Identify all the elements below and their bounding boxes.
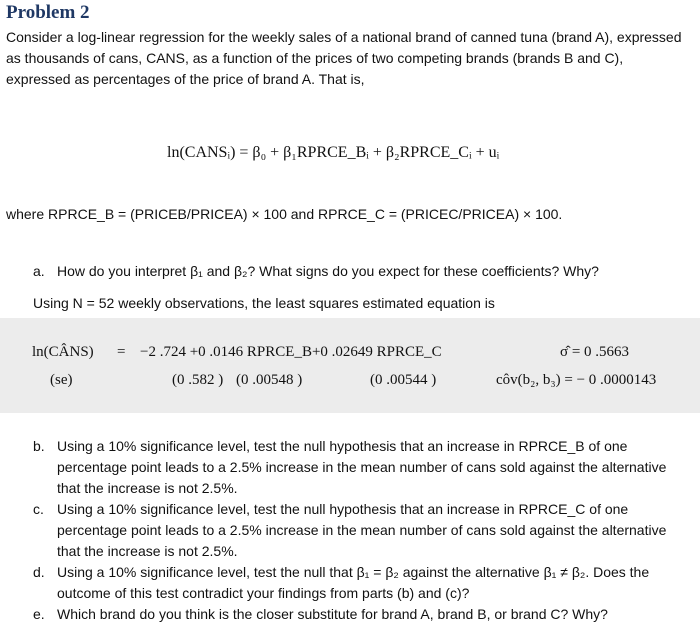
- part-a-label: a.: [33, 263, 45, 279]
- part-d-text: Using a 10% significance level, test the null that β₁ = β₂ against the alternative β₁ ≠ β₂. Does the outcome of this test contradict your findings from parts (b) and (c)?: [57, 564, 650, 601]
- part-a-text: How do you interpret β₁ and β₂? What signs do you expect for these coefficients? Why?: [57, 263, 599, 279]
- sigma-hat: σ̂ = 0 .5663: [560, 344, 630, 360]
- part-b-label: b.: [33, 438, 45, 454]
- part-c-label: c.: [33, 501, 44, 517]
- question-list: [33, 436, 683, 625]
- part-e: [33, 604, 683, 625]
- part-d-label: d.: [33, 564, 45, 580]
- part-c: [33, 499, 683, 562]
- covariance: côv(b₂, b₃) = − 0 .0000143: [496, 372, 657, 388]
- part-b: [33, 436, 683, 499]
- variable-definitions: where RPRCE_B = (PRICEB/PRICEA) × 100 and RPRCE_C = (PRICEC/PRICEA) × 100.: [6, 206, 563, 222]
- estimated-lhs: ln(CÂNS): [32, 344, 94, 360]
- estimated-equals: =: [117, 344, 126, 360]
- estimated-equation-box: [0, 318, 700, 413]
- se-label: (se): [50, 372, 73, 388]
- se-intercept: (0 .582 ): [172, 372, 224, 388]
- se-rprce-b: (0 .00548 ): [236, 372, 303, 388]
- se-rprce-c: (0 .00544 ): [370, 372, 437, 388]
- part-d: [33, 562, 683, 604]
- problem-title: Problem 2: [6, 2, 90, 23]
- part-b-text: Using a 10% significance level, test the null hypothesis that an increase in RPRCE_B of one percentage point leads to a 2.5% increase in the mean number of cans sold against the alternative that the increase is not 2.5%.: [57, 438, 667, 496]
- estimation-intro: Using N = 52 weekly observations, the least squares estimated equation is: [33, 295, 495, 311]
- part-e-label: e.: [33, 606, 45, 622]
- model-equation: ln(CANSᵢ) = β₀ + β₁RPRCE_Bᵢ + β₂RPRCE_Cᵢ + uᵢ: [167, 144, 500, 161]
- part-e-text: Which brand do you think is the closer substitute for brand A, brand B, or brand C? Why?: [57, 606, 608, 622]
- part-a: [33, 263, 599, 279]
- intro-paragraph: Consider a log-linear regression for the weekly sales of a national brand of canned tuna (brand A), expressed as thousands of cans, CANS, as a function of the prices of two competing brands (brands B and C), expressed as percentages of the price of brand A. That is,: [6, 29, 682, 87]
- estimated-rhs: −2 .724 +0 .0146 RPRCE_B+0 .02649 RPRCE_C: [140, 344, 442, 360]
- part-c-text: Using a 10% significance level, test the null hypothesis that an increase in RPRCE_C of one percentage point leads to a 2.5% increase in the mean number of cans sold against the alternative that the increase is not 2.5%.: [57, 501, 667, 559]
